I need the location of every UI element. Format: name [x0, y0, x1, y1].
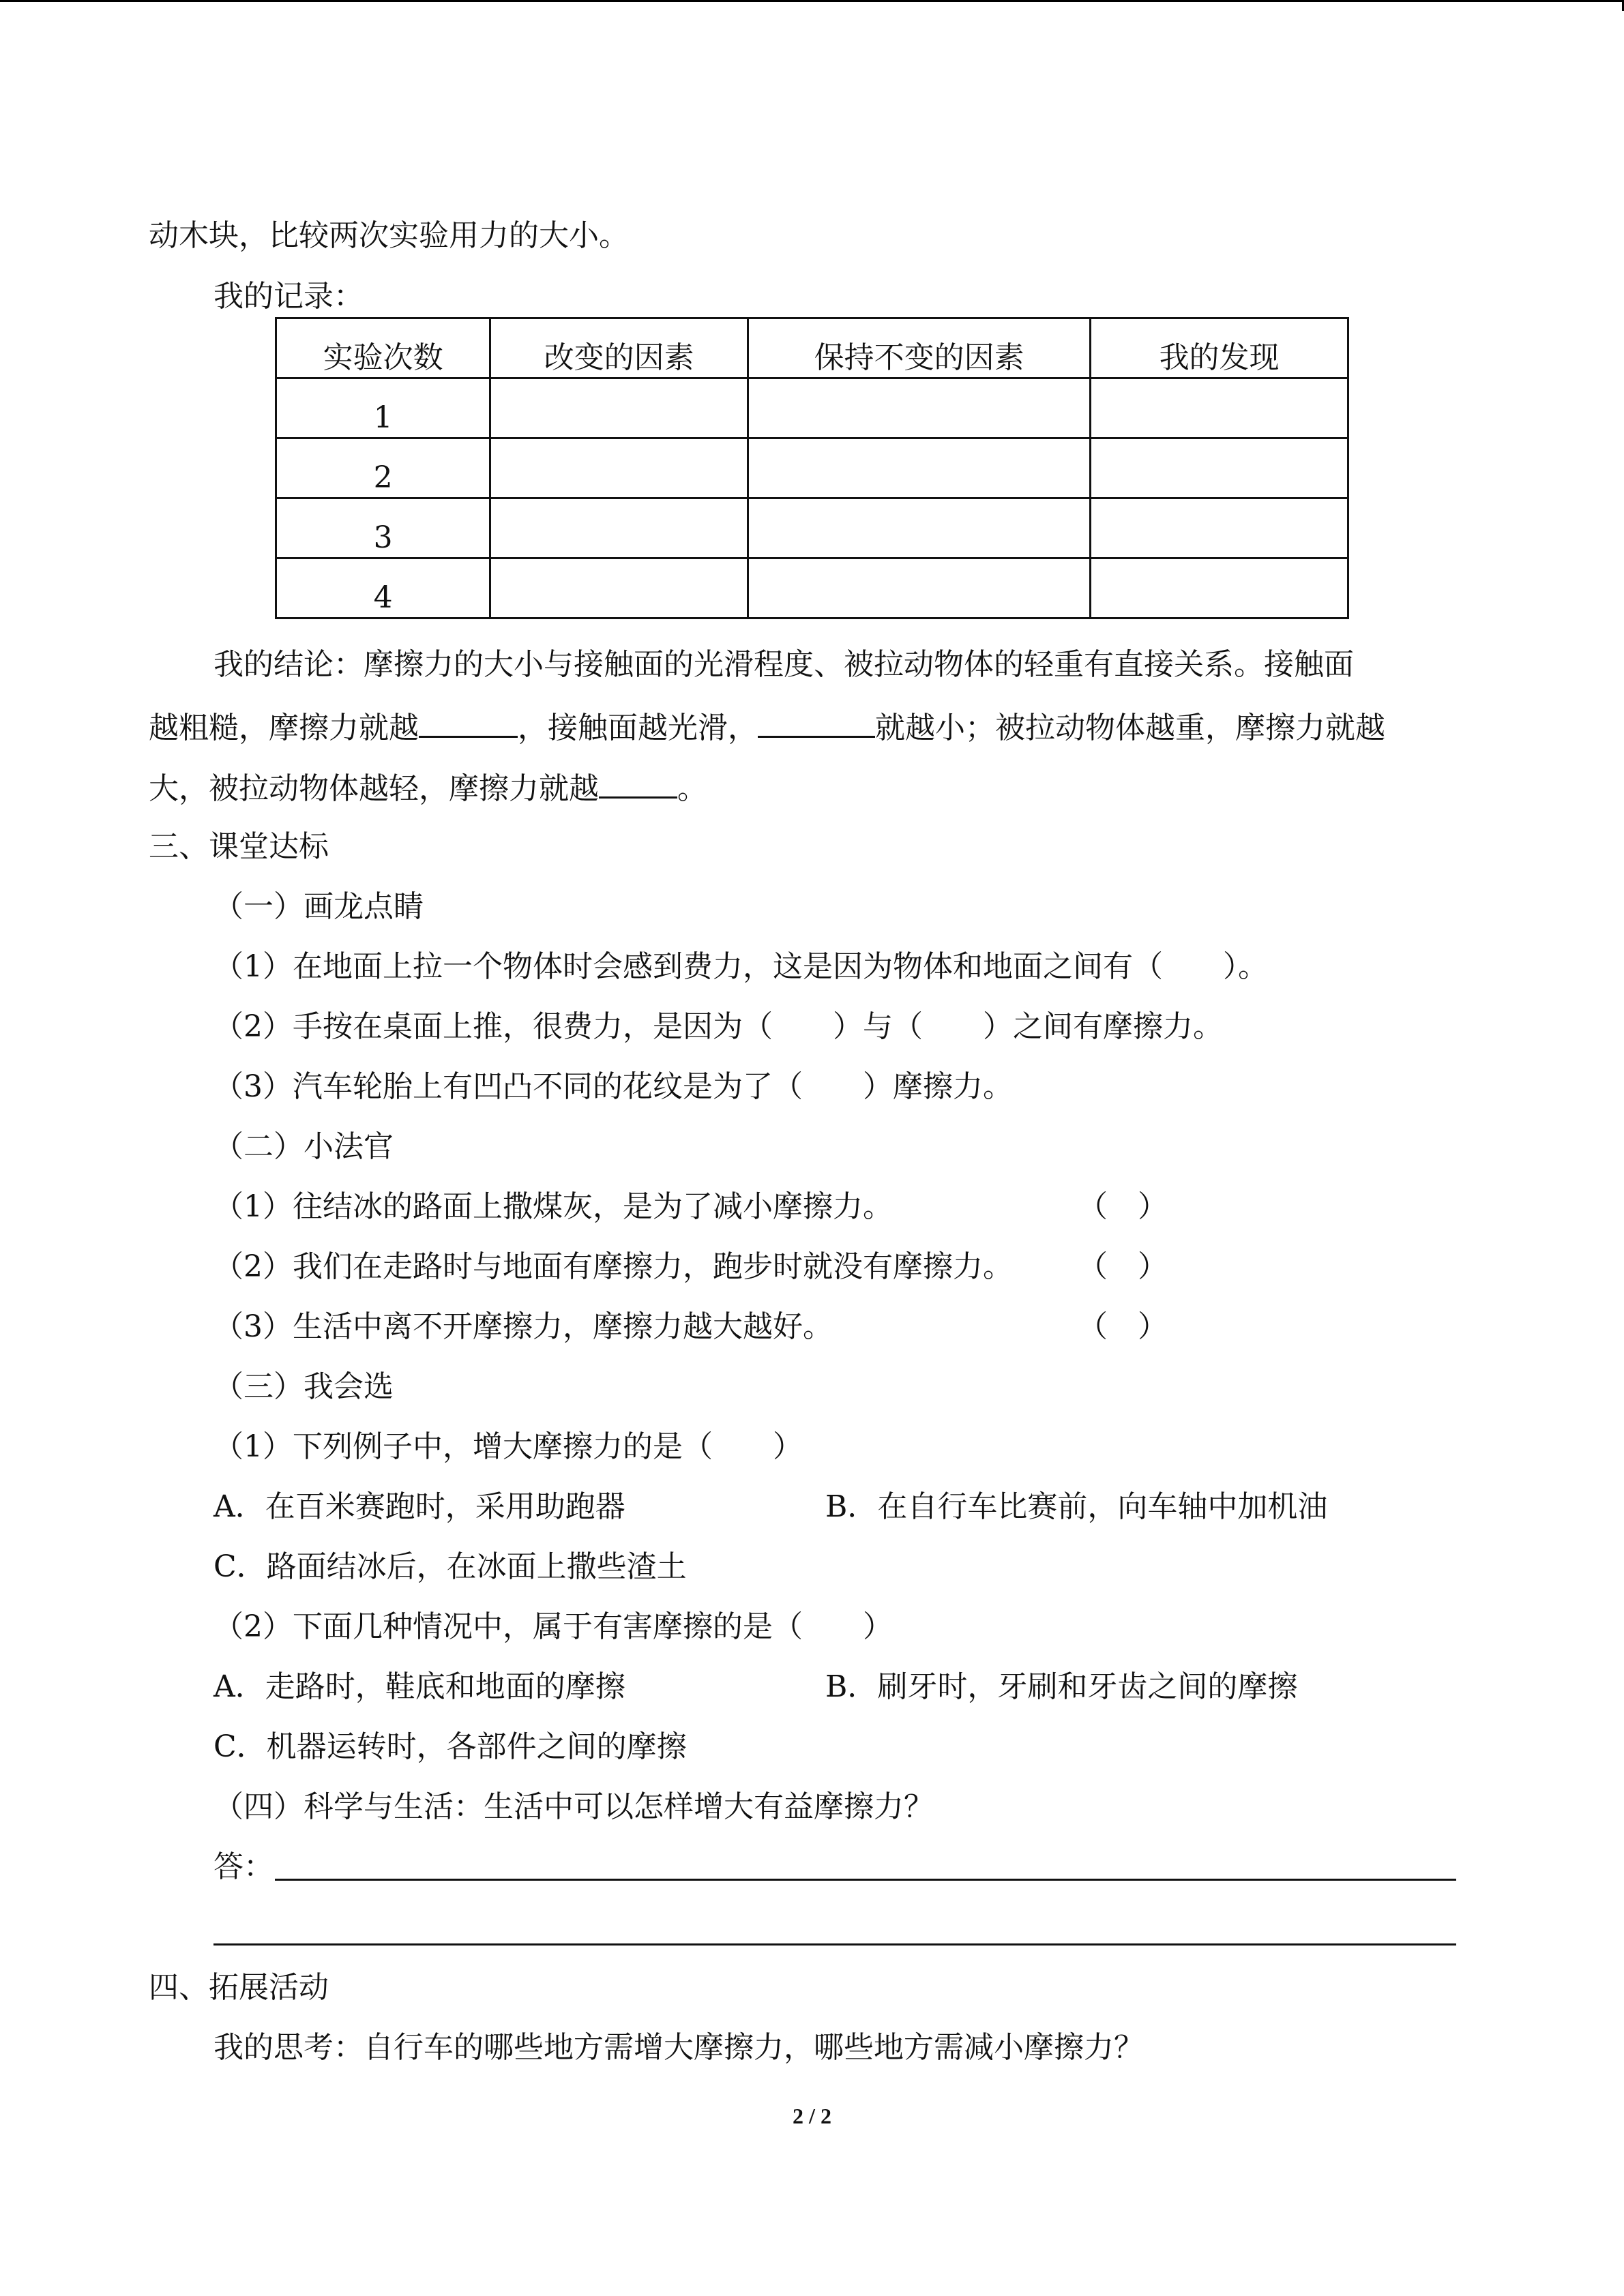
table-cell[interactable]	[1091, 498, 1348, 558]
part3-title: （三）我会选	[213, 1369, 394, 1404]
header-changed: 改变的因素	[490, 318, 748, 378]
trial-number: 1	[276, 378, 490, 438]
fill-blank[interactable]	[758, 706, 875, 738]
table-cell[interactable]	[490, 378, 748, 438]
table-cell[interactable]	[748, 438, 1091, 498]
judge-bracket[interactable]: （ ）	[1078, 1249, 1168, 1284]
part2-title: （二）小法官	[213, 1129, 394, 1164]
question-text: ）。	[1223, 949, 1268, 984]
option-c[interactable]: C．路面结冰后，在冰面上撒些渣土	[213, 1549, 687, 1584]
header-trial: 实验次数	[276, 318, 490, 378]
table-cell[interactable]	[748, 378, 1091, 438]
top-border	[0, 0, 1624, 2]
part2-q2: （2）我们在走路时与地面有摩擦力，跑步时就没有摩擦力。	[213, 1249, 1013, 1284]
part1-q2	[213, 1007, 1223, 1047]
table-cell[interactable]	[1091, 558, 1348, 618]
question-text: ）与（	[833, 1009, 923, 1044]
record-label: 我的记录：	[213, 279, 364, 314]
conclusion-line-3	[149, 766, 707, 809]
conclusion-text: ，接触面越光滑，	[518, 711, 758, 745]
question-text: （3）汽车轮胎上有凹凸不同的花纹是为了（	[213, 1069, 803, 1104]
trial-number: 4	[276, 558, 490, 618]
section4-title: 四、拓展活动	[149, 1970, 329, 2005]
conclusion-text: 越粗糙，摩擦力就越	[149, 711, 419, 745]
question-text: （1）下列例子中，增大摩擦力的是（	[213, 1429, 713, 1464]
answer-line[interactable]	[213, 1943, 1456, 1945]
conclusion-line-1: 我的结论：摩擦力的大小与接触面的光滑程度、被拉动物体的轻重有直接关系。接触面	[213, 647, 1354, 682]
table-cell[interactable]	[1091, 378, 1348, 438]
think-prompt: 我的思考：自行车的哪些地方需增大摩擦力，哪些地方需减小摩擦力？	[213, 2030, 1144, 2065]
table-cell[interactable]	[490, 438, 748, 498]
conclusion-text: 大，被拉动物体越轻，摩擦力就越	[149, 771, 599, 806]
table-row	[276, 498, 1348, 558]
conclusion-text: 。	[677, 771, 707, 806]
table-cell[interactable]	[1091, 438, 1348, 498]
table-row	[276, 438, 1348, 498]
option-b[interactable]: B．在自行车比赛前，向车轴中加机油	[825, 1489, 1328, 1524]
question-text: ）	[773, 1429, 803, 1464]
option-c[interactable]: C．机器运转时，各部件之间的摩擦	[213, 1729, 687, 1764]
question-text: （2）手按在桌面上推，很费力，是因为（	[213, 1009, 773, 1044]
table-cell[interactable]	[748, 558, 1091, 618]
trial-number: 2	[276, 438, 490, 498]
option-a[interactable]: A．在百米赛跑时，采用助跑器	[213, 1489, 625, 1524]
part3-q2	[213, 1607, 893, 1648]
question-text: ）之间有摩擦力。	[983, 1009, 1223, 1044]
question-text: （2）下面几种情况中，属于有害摩擦的是（	[213, 1609, 803, 1644]
option-b[interactable]: B．刷牙时，牙刷和牙齿之间的摩擦	[825, 1669, 1298, 1704]
table-cell[interactable]	[748, 498, 1091, 558]
record-table	[275, 317, 1349, 619]
part2-q1: （1）往结冰的路面上撒煤灰，是为了减小摩擦力。	[213, 1189, 893, 1224]
page-number: 2 / 2	[793, 2104, 831, 2128]
table-row	[276, 558, 1348, 618]
part1-q1	[213, 946, 1268, 987]
judge-bracket[interactable]: （ ）	[1078, 1309, 1168, 1344]
fill-blank[interactable]	[419, 706, 518, 738]
intro-tail: 动木块，比较两次实验用力的大小。	[149, 218, 629, 253]
question-text: ）摩擦力。	[863, 1069, 1013, 1104]
answer-line[interactable]	[275, 1879, 1456, 1881]
conclusion-line-2	[149, 706, 1385, 749]
question-text: （1）在地面上拉一个物体时会感到费力，这是因为物体和地面之间有（	[213, 949, 1163, 984]
option-a[interactable]: A．走路时，鞋底和地面的摩擦	[213, 1669, 625, 1704]
table-cell[interactable]	[490, 558, 748, 618]
part1-q3	[213, 1067, 1013, 1107]
part1-title: （一）画龙点睛	[213, 889, 424, 924]
question-text: ）	[863, 1609, 893, 1644]
fill-blank[interactable]	[599, 766, 677, 799]
judge-bracket[interactable]: （ ）	[1078, 1189, 1168, 1224]
table-cell[interactable]	[490, 498, 748, 558]
part2-q3: （3）生活中离不开摩擦力，摩擦力越大越好。	[213, 1309, 833, 1344]
table-header-row	[276, 318, 1348, 378]
conclusion-text: 就越小；被拉动物体越重，摩擦力就越	[875, 711, 1385, 745]
part3-q1	[213, 1427, 803, 1467]
header-constant: 保持不变的因素	[748, 318, 1091, 378]
header-finding: 我的发现	[1091, 318, 1348, 378]
section3-title: 三、课堂达标	[149, 829, 329, 864]
table-row	[276, 378, 1348, 438]
part4-title: （四）科学与生活：生活中可以怎样增大有益摩擦力？	[213, 1789, 934, 1824]
trial-number: 3	[276, 498, 490, 558]
answer-label: 答：	[213, 1849, 274, 1884]
